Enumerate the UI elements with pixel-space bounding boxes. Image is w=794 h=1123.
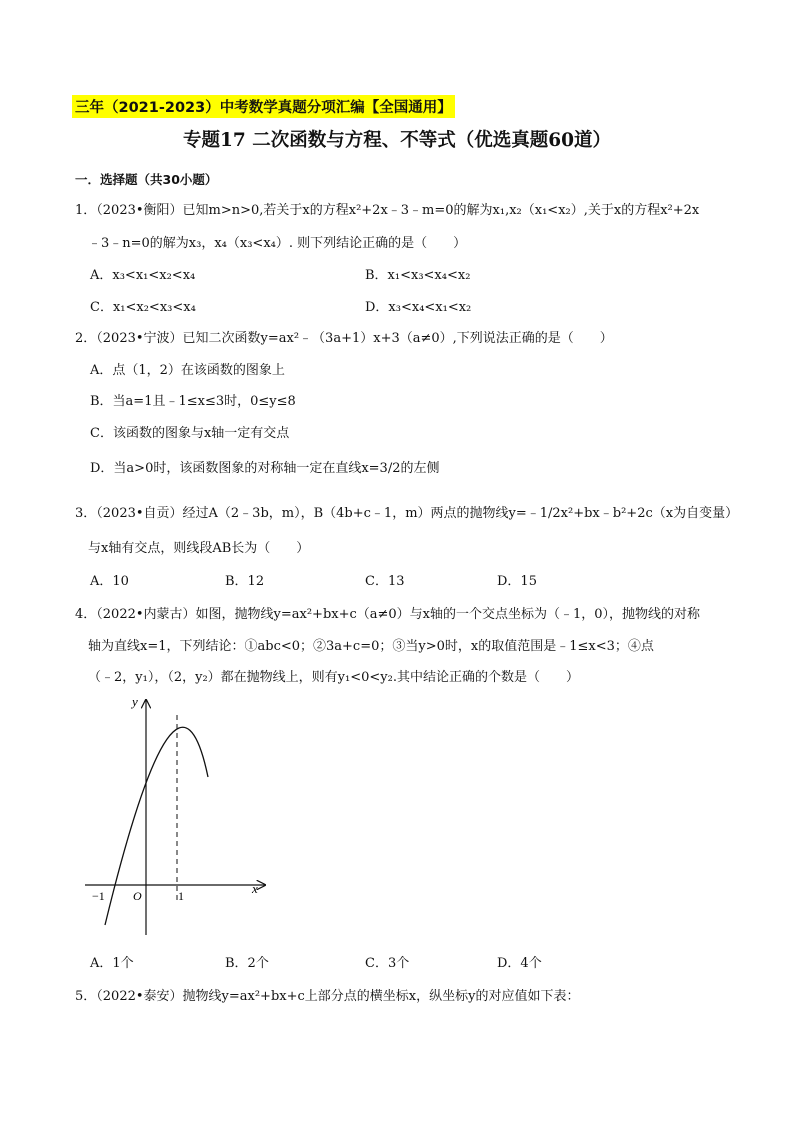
q4-option-a: A．1个 <box>90 956 134 971</box>
series-banner: 三年（2021-2023）中考数学真题分项汇编【全国通用】 <box>72 95 455 118</box>
parabola-graph <box>80 690 280 940</box>
q4-option-d: D．4个 <box>497 956 542 971</box>
q4-line1: 4．（2022•内蒙古）如图，抛物线y=ax²+bx+c（a≠0）与x轴的一个交点坐标为（﹣1，0），抛物线的对称 <box>75 607 701 622</box>
x-axis-label: x <box>252 881 258 896</box>
q4-line2: 轴为直线x=1，下列结论：①abc<0；②3a+c=0；③当y>0时，x的取值范围是﹣1≤x<3；④点 <box>88 639 654 654</box>
q2-line1: 2．（2023•宁波）已知二次函数y=ax²﹣（3a+1）x+3（a≠0）,下列说法正确的是（ ） <box>75 331 613 346</box>
q3-option-d: D．15 <box>497 574 537 589</box>
q2-option-b: B．当a=1且﹣1≤x≤3时，0≤y≤8 <box>90 394 296 409</box>
q1-option-d: D．x₃<x₄<x₁<x₂ <box>365 300 472 315</box>
q1-option-b: B．x₁<x₃<x₄<x₂ <box>365 268 471 283</box>
y-axis-label: y <box>132 694 138 709</box>
q4-line3: （﹣2，y₁），（2，y₂）都在抛物线上，则有y₁<0<y₂.其中结论正确的个数是（ ） <box>88 670 579 685</box>
q4-option-c: C．3个 <box>365 956 410 971</box>
page-title: 专题17 二次函数与方程、不等式（优选真题60道） <box>183 130 611 151</box>
q3-option-b: B．12 <box>225 574 265 589</box>
neg-one-label: −1 <box>92 889 105 903</box>
section-heading: 一．选择题（共30小题） <box>75 172 218 187</box>
origin-label: O <box>133 889 142 903</box>
parabola-curve <box>105 727 208 925</box>
q2-option-c: C．该函数的图象与x轴一定有交点 <box>90 426 290 441</box>
q3-option-c: C．13 <box>365 574 405 589</box>
q1-option-c: C．x₁<x₂<x₃<x₄ <box>90 300 196 315</box>
q1-option-a: A．x₃<x₁<x₂<x₄ <box>90 268 196 283</box>
q2-option-d: D．当a>0时，该函数图象的对称轴一定在直线x=3/2的左侧 <box>90 461 440 476</box>
q2-option-a: A．点（1，2）在该函数的图象上 <box>90 363 285 378</box>
q3-option-a: A．10 <box>90 574 129 589</box>
q3-line1: 3．（2023•自贡）经过A（2﹣3b，m），B（4b+c﹣1，m）两点的抛物线y=﹣1/2x²+bx﹣b²+2c（x为自变量） <box>75 506 739 521</box>
q1-line2: ﹣3﹣n=0的解为x₃，x₄（x₃<x₄）. 则下列结论正确的是（ ） <box>88 236 467 251</box>
q1-line1: 1．（2023•衡阳）已知m>n>0,若关于x的方程x²+2x﹣3﹣m=0的解为x₁,x₂（x₁<x₂）,关于x的方程x²+2x <box>75 203 700 218</box>
one-label: 1 <box>178 889 184 903</box>
q4-option-b: B．2个 <box>225 956 269 971</box>
q3-line2: 与x轴有交点，则线段AB长为（ ） <box>88 541 310 556</box>
q5-line1: 5．（2022•泰安）抛物线y=ax²+bx+c上部分点的横坐标x，纵坐标y的对应值如下表： <box>75 989 580 1004</box>
